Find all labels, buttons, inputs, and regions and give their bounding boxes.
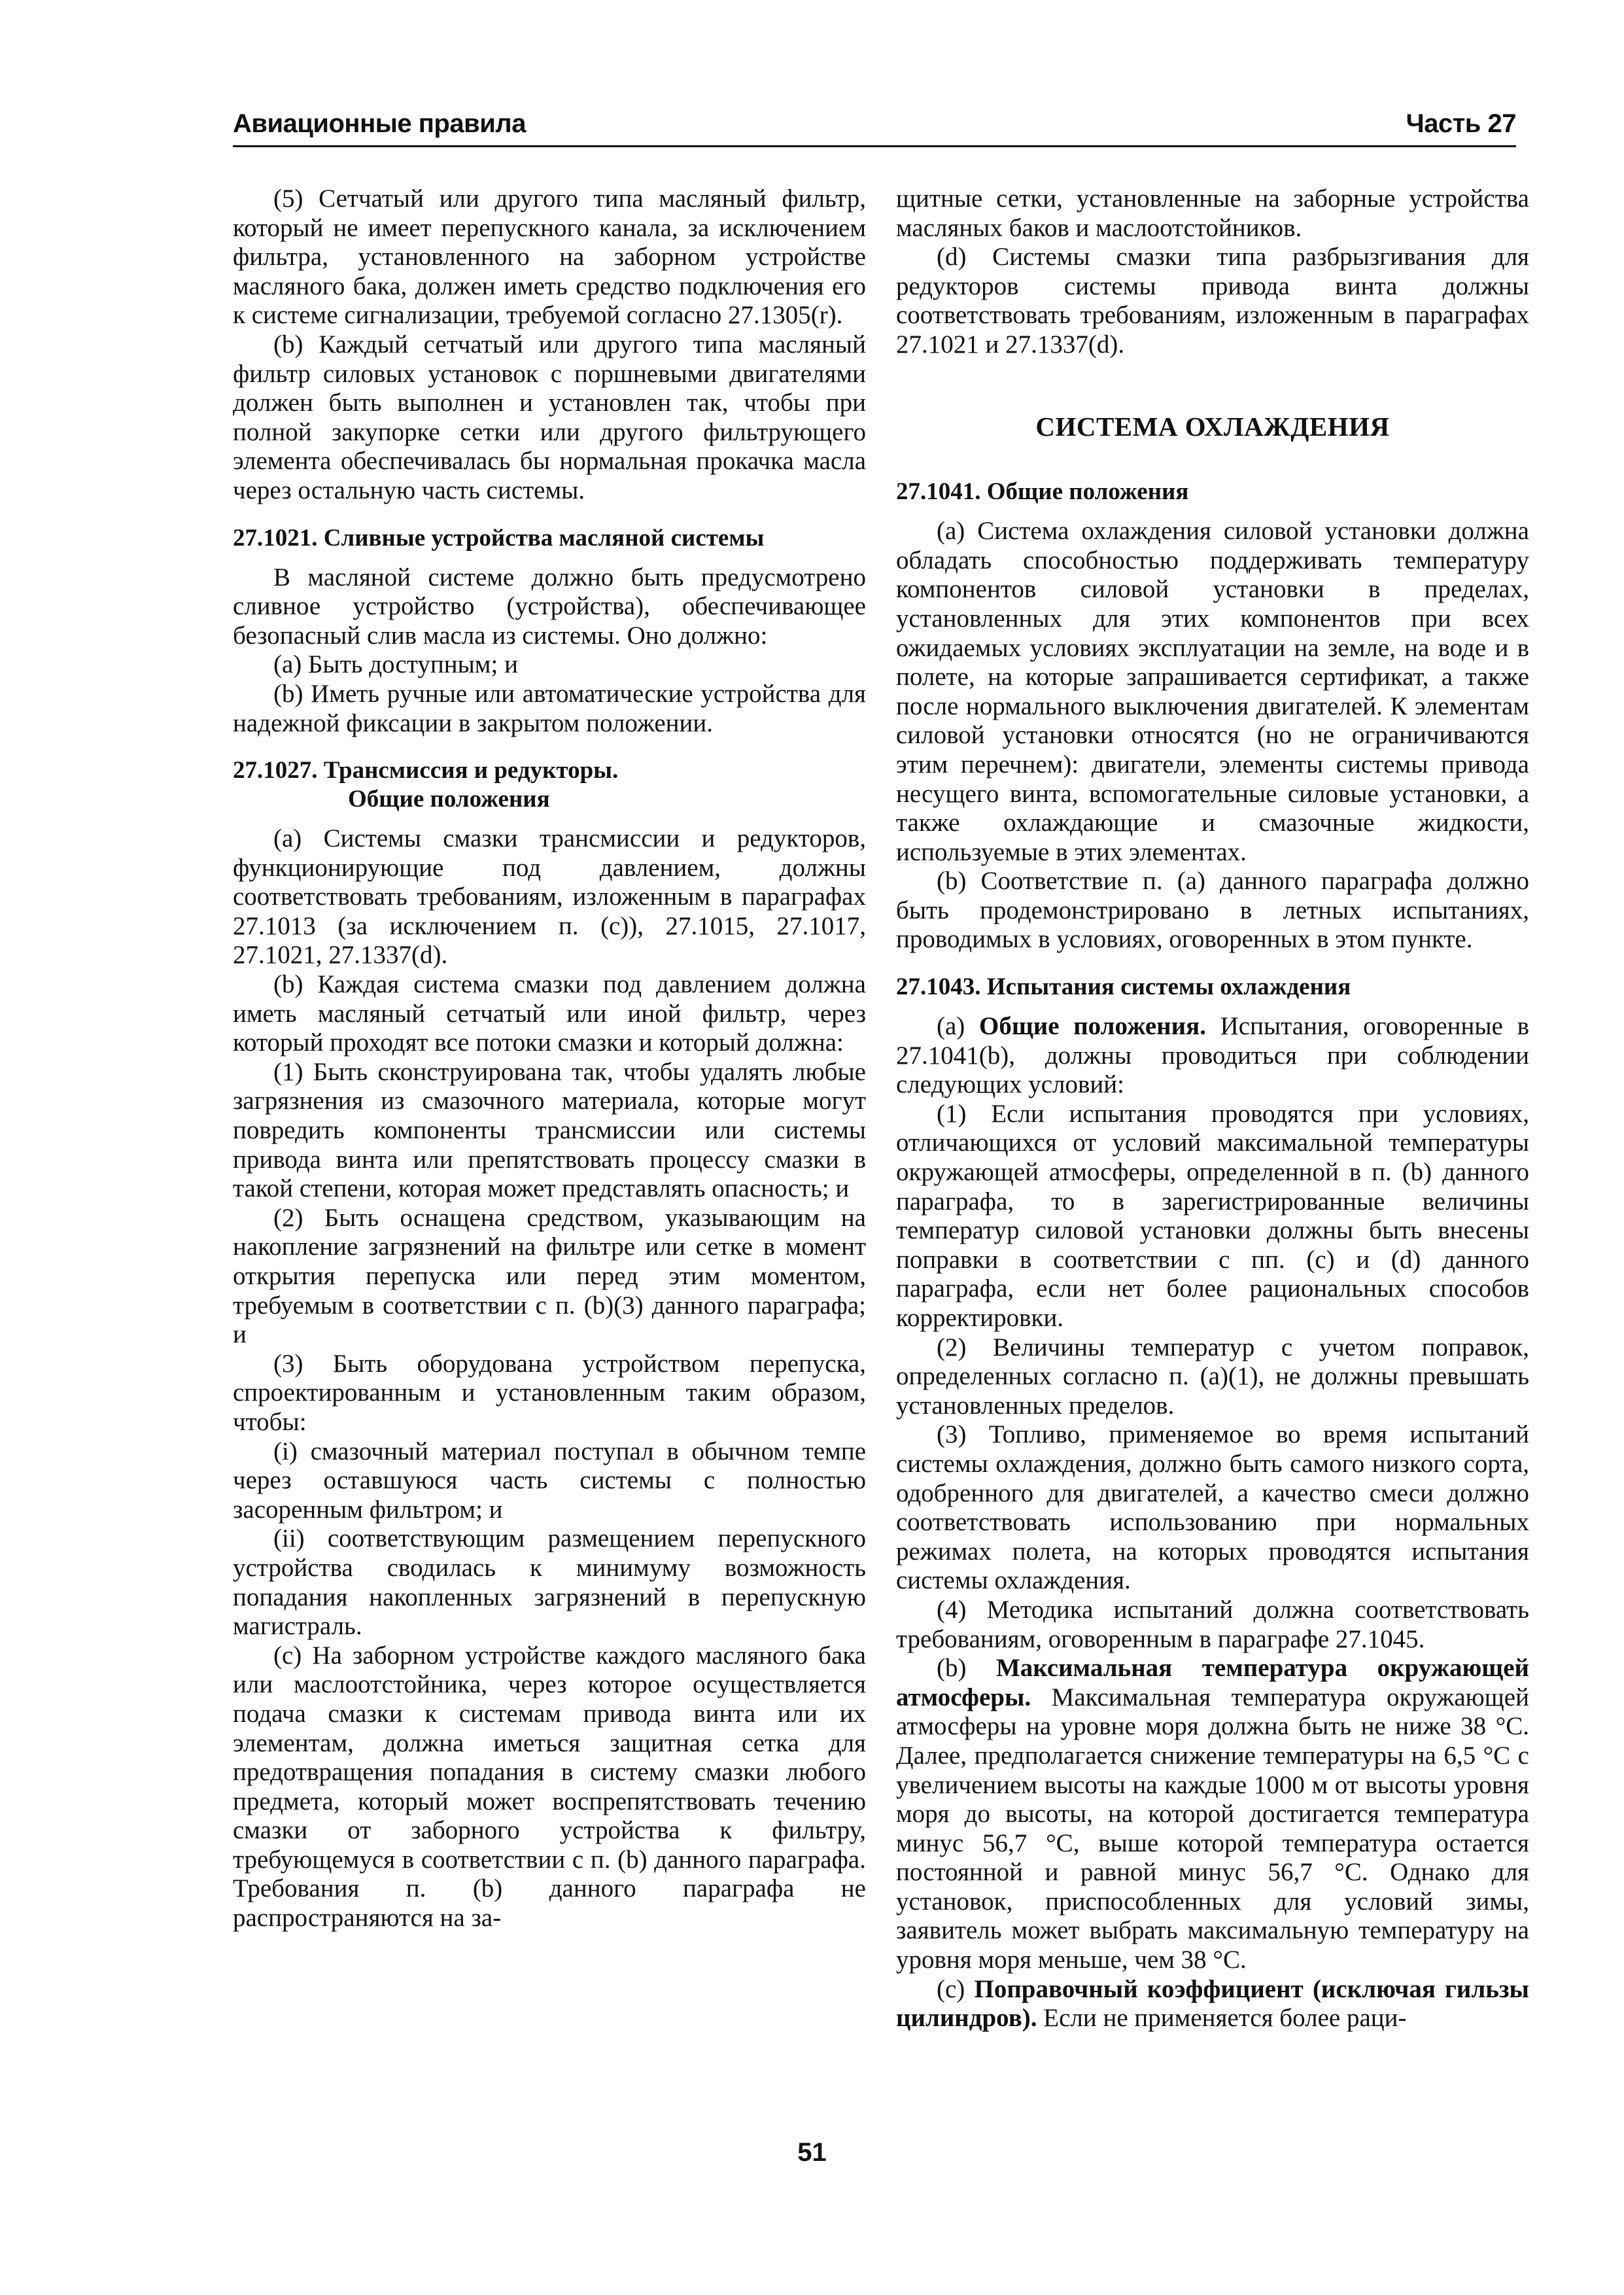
section-title: Общие положения <box>986 478 1189 506</box>
section-title: Испытания системы охлаждения <box>986 973 1351 1001</box>
paragraph: (a) Быть доступным; и <box>273 650 518 679</box>
paragraph: В масляной системе должно быть предусмотрено сливное устройство (устройства), обеспечивающее безопасный слив масла из системы. Оно должно: <box>233 563 866 650</box>
section-number: 27.1021. <box>233 524 318 552</box>
paragraph <box>896 1012 1529 1100</box>
section-heading-27-1043 <box>896 973 1529 1002</box>
paragraph-text: Максимальная температура окружающей атмосферы на уровне моря должна быть не ниже 38 °C. Далее, предполагается снижение температуры на 6,5 °C с увеличением высоты на каждые 1000 м от высоты уровня моря до высоты, на которой достигается температура минус 56,7 °C, выше которой температура остается постоянной и равной минус 56,7 °C. Однако для установок, приспособленных для условий зимы, заявитель может выбрать максимальную температуру на уровня моря меньше, чем 38 °C. <box>896 1683 1529 1974</box>
paragraph: (b) Каждый сетчатый или другого типа масляный фильтр силовых установок с поршневыми двигателями должен быть выполнен и установлен так, чтобы при полной закупорке сетки или другого фильтрующего элемента обеспечивалась бы нормальная прокачка масла через остальную часть системы. <box>233 330 866 504</box>
paragraph: (3) Топливо, применяемое во время испытаний системы охлаждения, должно быть самого низкого сорта, одобренного для двигателей, а качество смеси должно соответствовать использованию при нормальных режимах полета, на которых проводятся испытания системы охлаждения. <box>896 1420 1529 1595</box>
item-label: (b) <box>937 1654 996 1683</box>
left-column <box>233 184 866 2134</box>
paragraph: (b) Иметь ручные или автоматические устройства для надежной фиксации в закрытом положении. <box>233 679 866 737</box>
section-number: 27.1041. <box>896 478 981 506</box>
paragraph: (i) смазочный материал поступал в обычном темпе через оставшуюся часть системы с полностью засоренным фильтром; и <box>233 1437 866 1524</box>
paragraph <box>896 1654 1529 1975</box>
running-header <box>233 99 1516 147</box>
section-heading-27-1021 <box>233 524 866 553</box>
run-in-heading: Поправочный коэффициент (исключая гильзы цилиндров). <box>896 1974 1529 2033</box>
section-number: 27.1027. <box>233 757 318 784</box>
section-title: Трансмиссия и редукторы. <box>323 757 619 784</box>
paragraph: (d) Системы смазки типа разбрызгивания для редукторов системы привода винта должны соответствовать требованиям, изложенным в параграфах 27.1021 и 27.1337(d). <box>896 243 1529 359</box>
paragraph: (b) Соответствие п. (a) данного параграфа должно быть продемонстрировано в летных испытаниях, проводимых в условиях, оговоренных в этом пункте. <box>896 867 1529 954</box>
section-subtitle: Общие положения <box>348 786 550 813</box>
paragraph: (1) Если испытания проводятся при условиях, отличающихся от условий максимальной температуры окружающей атмосферы, определенной в п. (b) данного параграфа, то в зарегистрированные величины температур силовой установки должны быть внесены поправки в соответствии с пп. (c) и (d) данного параграфа, если нет более рациональных способов корректировки. <box>896 1099 1529 1332</box>
paragraph-continuation: щитные сетки, установленные на заборные устройства масляных баков и маслоотстойников. <box>896 184 1529 242</box>
paragraph: (5) Сетчатый или другого типа масляный фильтр, который не имеет перепускного канала, за исключением фильтра, установленного на заборном устройстве масляного бака, должен иметь средство подключения его к системе сигнализации, требуемой согласно 27.1305(r). <box>233 184 866 330</box>
section-title: Сливные устройства масляной системы <box>323 524 765 552</box>
paragraph: (4) Методика испытаний должна соответствовать требованиям, оговоренным в параграфе 27.1045. <box>896 1595 1529 1653</box>
paragraph: (2) Быть оснащена средством, указывающим на накопление загрязнений на фильтре или сетке в момент открытия перепуска или перед этим моментом, требуемым в соответствии с п. (b)(3) данного параграфа; и <box>233 1203 866 1349</box>
paragraph: (2) Величины температур с учетом поправок, определенных согласно п. (a)(1), не должны превышать установленных пределов. <box>896 1333 1529 1420</box>
paragraph: (ii) соответствующим размещением перепускного устройства сводилась к минимуму возможность попадания накопленных загрязнений в перепускную магистраль. <box>233 1524 866 1641</box>
header-title: Авиационные правила <box>233 109 526 138</box>
paragraph <box>896 1975 1529 2033</box>
run-in-heading: Общие положения. <box>978 1012 1206 1041</box>
paragraph: (3) Быть оборудована устройством перепуска, спроектированным и установленным таким образом, чтобы: <box>233 1349 866 1436</box>
section-heading-27-1041 <box>896 478 1529 506</box>
paragraph: (a) Система охлаждения силовой установки должна обладать способностью поддерживать температуру компонентов силовой установки в пределах, установленных для этих компонентов при всех ожидаемых условиях эксплуатации на земле, на воде и в полете, на которые запрашивается сертификат, а также после нормального выключения двигателей. К элементам силовой установки относятся (но не ограничиваются этим перечнем): двигатели, элементы системы привода несущего винта, вспомогательные силовые установки, а также охлаждающие и смазочные жидкости, используемые в этих элементах. <box>896 517 1529 866</box>
paragraph: (a) Системы смазки трансмиссии и редукторов, функционирующие под давлением, должны соответствовать требованиям, изложенным в параграфах 27.1013 (за исключением п. (c)), 27.1015, 27.1017, 27.1021, 27.1337(d). <box>233 824 866 970</box>
section-number: 27.1043. <box>896 973 981 1001</box>
run-in-heading: Максимальная температура окружающей атмосферы. <box>896 1654 1529 1711</box>
section-heading-27-1027 <box>233 756 866 814</box>
paragraph-text: Испытания, оговоренные в 27.1041(b), должны проводиться при соблюдении следующих условий: <box>896 1012 1529 1099</box>
paragraph-text: Если не применяется более раци- <box>1037 2004 1407 2033</box>
chapter-title: СИСТЕМА ОХЛАЖДЕНИЯ <box>1035 411 1390 442</box>
item-label: (c) <box>937 1974 975 2003</box>
item-label: (a) <box>937 1012 979 1041</box>
right-column <box>896 184 1529 2134</box>
header-part: Часть 27 <box>1406 109 1516 138</box>
paragraph: (1) Быть сконструирована так, чтобы удалять любые загрязнения из смазочного материала, которые могут повредить компоненты трансмиссии или системы привода винта или препятствовать процессу смазки в такой степени, которая может представлять опасность; и <box>233 1057 866 1203</box>
paragraph: (c) На заборном устройстве каждого масляного бака или маслоотстойника, через которое осуществляется подача смазки к системам привода винта или их элементам, должна иметься защитная сетка для предотвращения попадания в систему смазки любого предмета, который может воспрепятствовать течению смазки от заборного устройства к фильтру, требующемуся в соответствии с п. (b) данного параграфа. Требования п. (b) данного параграфа не распространяются на за- <box>233 1641 866 1933</box>
page-number: 51 <box>797 2138 827 2167</box>
paragraph: (b) Каждая система смазки под давлением должна иметь масляный сетчатый или иной фильтр, через который проходят все потоки смазки и который должна: <box>233 970 866 1057</box>
